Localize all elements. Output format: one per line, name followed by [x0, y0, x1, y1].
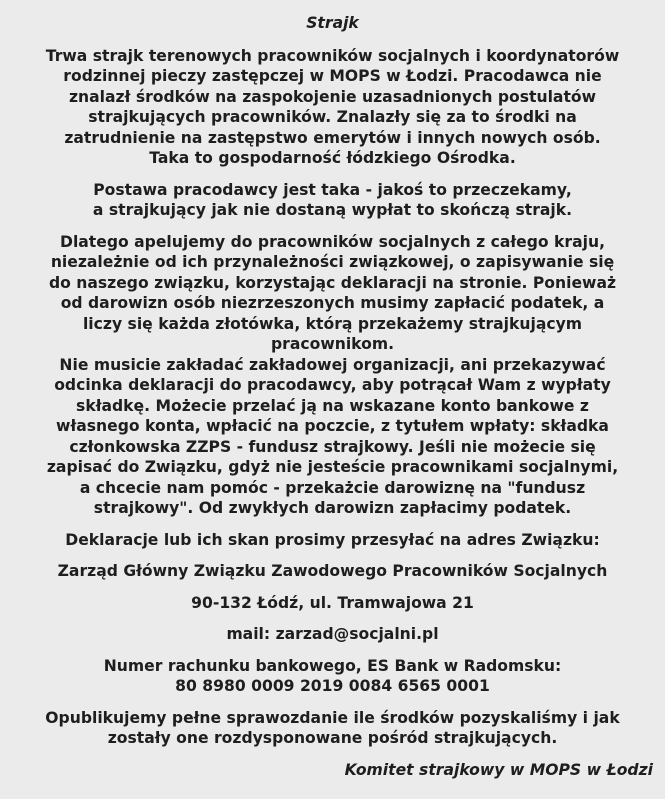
union-name: Zarząd Główny Związku Zawodowego Pracowników Socjalnych — [57, 562, 608, 580]
text-line: zatrudnienie na zastępstwo emerytów i innych nowych osób. — [64, 128, 601, 147]
text-line: Nie musicie zakładać zakładowej organizacji, ani przekazywać — [59, 355, 606, 374]
text-line: Taka to gospodarność łódzkiego Ośrodka. — [149, 149, 516, 167]
text-line: a chcecie nam pomóc - przekażcie darowiznę na "fundusz — [79, 478, 586, 497]
text-line: pracownikom. — [270, 335, 395, 353]
union-address: 90-132 Łódź, ul. Tramwajowa 21 — [191, 593, 474, 612]
text-line: a strajkujący jak nie dostaną wypłat to skończą strajk. — [92, 201, 573, 219]
paragraph-employer-attitude — [4, 180, 661, 221]
signature: Komitet strajkowy w MOPS w Łodzi — [344, 760, 653, 779]
union-email: mail: zarzad@socjalni.pl — [226, 625, 439, 643]
document-title: Strajk — [306, 14, 359, 32]
paragraph-strike-info — [4, 46, 661, 169]
text-line: Trwa strajk terenowych pracowników socjalnych i koordynatorów — [45, 46, 620, 65]
text-line: znalazł środków na zaspokojenie uzasadnionych postulatów — [68, 87, 597, 106]
text-line: Opublikujemy pełne sprawozdanie ile środków pozyskaliśmy i jak — [45, 708, 620, 727]
text-line: od darowizn osób niezrzeszonych musimy zapłacić podatek, a — [60, 294, 605, 312]
bank-account-number: 80 8980 0009 2019 0084 6565 0001 — [175, 677, 490, 695]
text-line: Dlatego apelujemy do pracowników socjalnych z całego kraju, — [60, 232, 605, 251]
text-line: do naszego związku, korzystając deklaracji na stronie. Ponieważ — [48, 273, 617, 292]
text-line: zostały one rozdysponowane pośród strajkujących. — [107, 729, 558, 747]
paragraph-declarations: Deklaracje lub ich skan prosimy przesyłać na adres Związku: — [65, 530, 600, 549]
text-line: strajkujących pracowników. Znalazły się za to środki na — [88, 108, 577, 126]
text-line: własnego konta, wpłacić na poczcie, z tytułem wpłaty: składka — [56, 417, 609, 435]
text-line: Postawa pracodawcy jest taka - jakoś to przeczekamy, — [93, 180, 572, 199]
bank-account-info — [4, 656, 661, 697]
paragraph-report — [4, 708, 661, 749]
text-line: Numer rachunku bankowego, ES Bank w Radomsku: — [103, 656, 562, 675]
text-line: członkowska ZZPS - fundusz strajkowy. Jeśli nie możecie się — [69, 437, 596, 456]
text-line: odcinka deklaracji do pracodawcy, aby potrącał Wam z wypłaty — [54, 376, 611, 394]
text-line: składkę. Możecie przelać ją na wskazane konto bankowe z — [76, 396, 589, 415]
text-line: zapisać do Związku, gdyż nie jesteście pracownikami socjalnymi, — [46, 458, 619, 476]
text-line: strajkowy". Od zwykłych darowizn zapłacimy podatek. — [93, 499, 572, 517]
text-line: liczy się każda złotówka, którą przekażemy strajkującym — [82, 314, 583, 333]
text-line: rodzinnej pieczy zastępczej w MOPS w Łodzi. Pracodawca nie — [63, 67, 602, 85]
paragraph-appeal — [4, 232, 661, 519]
text-line: niezależnie od ich przynależności związkowej, o zapisywanie się — [50, 253, 615, 271]
